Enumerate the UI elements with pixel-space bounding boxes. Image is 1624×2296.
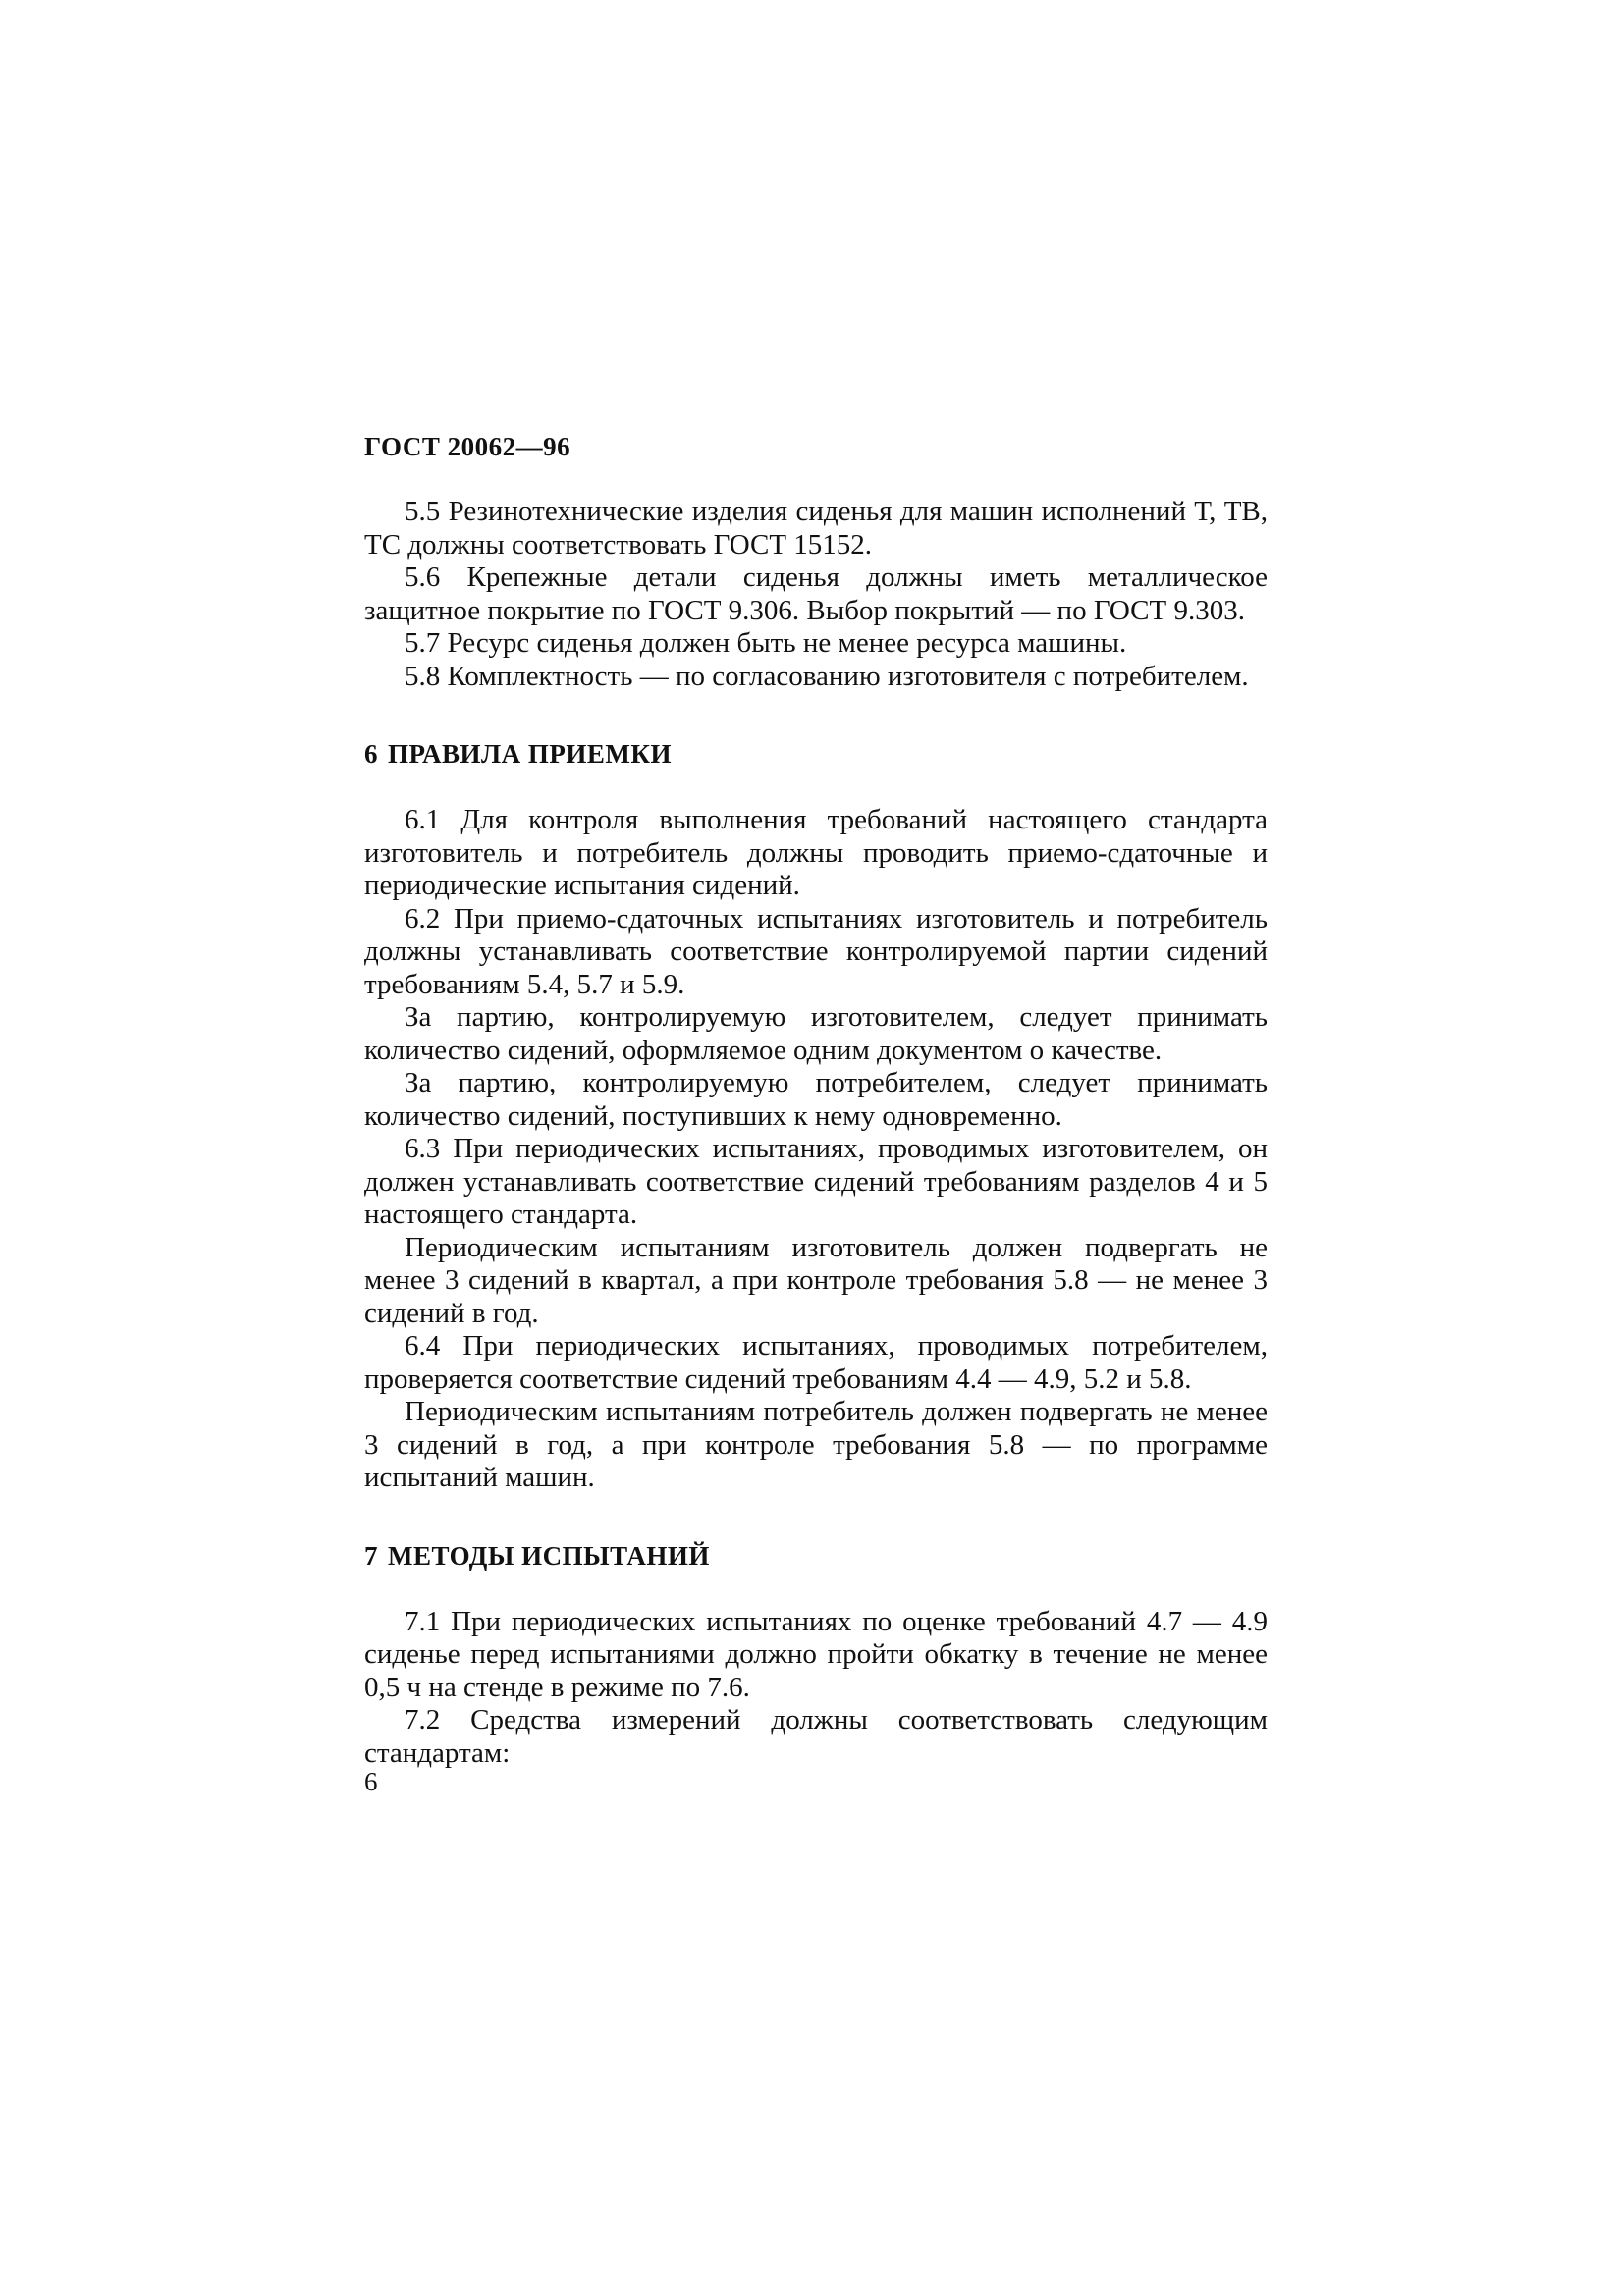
paragraph-6-2: 6.2 При приемо-сдаточных испытаниях изготовитель и потребитель должны устанавливать соответствие контролируемой партии сидений требованиям 5.4, 5.7 и 5.9.	[364, 902, 1268, 1000]
page-number: 6	[364, 1767, 378, 1796]
section-6-title: ПРАВИЛА ПРИЕМКИ	[388, 739, 672, 769]
paragraph-5-5: 5.5 Резинотехнические изделия сиденья для машин исполнений Т, ТВ, ТС должны соответствовать ГОСТ 15152.	[364, 496, 1268, 561]
paragraph-5-6: 5.6 Крепежные детали сиденья должны иметь металлическое защитное покрытие по ГОСТ 9.306. Выбор покрытий — по ГОСТ 9.303.	[364, 561, 1268, 626]
paragraph-6-3-frequency: Периодическим испытаниям изготовитель должен подвергать не менее 3 сидений в квартал, а при контроле требования 5.8 — не менее 3 сидений в год.	[364, 1231, 1268, 1329]
paragraph-7-1: 7.1 При периодических испытаниях по оценке требований 4.7 — 4.9 сиденье перед испытаниями должно пройти обкатку в течение не менее 0,5 ч на стенде в режиме по 7.6.	[364, 1605, 1268, 1703]
section-6-number: 6	[364, 739, 378, 769]
section-7-number: 7	[364, 1540, 378, 1571]
paragraph-5-8: 5.8 Комплектность — по согласованию изготовителя с потребителем.	[405, 660, 1249, 692]
paragraph-6-4: 6.4 При периодических испытаниях, проводимых потребителем, проверяется соответствие сидений требованиям 4.4 — 4.9, 5.2 и 5.8.	[364, 1330, 1268, 1395]
section-7-heading	[364, 1541, 1268, 1572]
paragraph-5-7: 5.7 Ресурс сиденья должен быть не менее ресурса машины.	[405, 627, 1127, 659]
paragraph-6-4-frequency: Периодическим испытаниям потребитель должен подвергать не менее 3 сидений в год, а при контроле требования 5.8 — по программе испытаний машин.	[364, 1396, 1268, 1493]
section-7-title: МЕТОДЫ ИСПЫТАНИЙ	[388, 1540, 710, 1571]
section-6-heading	[364, 739, 1268, 770]
section-7	[364, 1541, 1268, 1771]
paragraph-6-3: 6.3 При периодических испытаниях, проводимых изготовителем, он должен устанавливать соответствие сидений требованиям разделов 4 и 5 настоящего стандарта.	[364, 1133, 1268, 1230]
paragraph-7-2: 7.2 Средства измерений должны соответствовать следующим стандартам:	[364, 1704, 1268, 1769]
section-5-continuation	[364, 496, 1268, 693]
paragraph-6-1: 6.1 Для контроля выполнения требований настоящего стандарта изготовитель и потребитель должны проводить приемо-сдаточные и периодические испытания сидений.	[364, 804, 1268, 901]
paragraph-6-2-manufacturer-batch: За партию, контролируемую изготовителем, следует принимать количество сидений, оформляемое одним документом о качестве.	[364, 1001, 1268, 1066]
document-page	[364, 432, 1268, 1770]
paragraph-6-2-consumer-batch: За партию, контролируемую потребителем, следует принимать количество сидений, поступивших к нему одновременно.	[364, 1067, 1268, 1132]
section-6	[364, 739, 1268, 1495]
document-header: ГОСТ 20062—96	[364, 432, 571, 461]
